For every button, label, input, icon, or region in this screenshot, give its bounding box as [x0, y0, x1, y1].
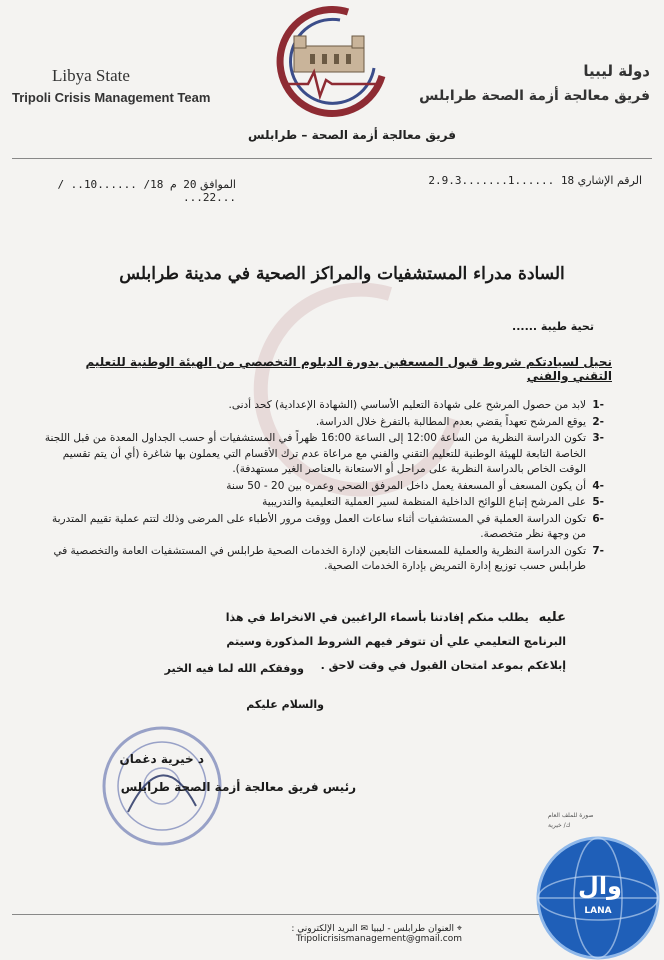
- arabic-team-name: فريق معالجة أزمة الصحة طرابلس: [419, 88, 650, 104]
- list-item: -6 تكون الدراسة العملية في المستشفيات أثناء ساعات العمل ووقت مرور الأطباء على المرضى وذلك لتتم عملية تقييم المتدربة من وجهة نظر متخصصة.: [52, 512, 604, 540]
- arabic-state-name: دولة ليبيا: [583, 62, 650, 80]
- email-address[interactable]: Tripolicrisismanagement@gmail.com: [296, 934, 462, 944]
- reference-label: الرقم الإشاري: [577, 174, 642, 187]
- list-item: -2 يوقع المرشح تعهداً يقضي بعدم المطالبة بالتفرغ خلال الدراسة.: [315, 415, 604, 428]
- salutation-peace: والسلام عليكم: [246, 698, 324, 711]
- date-field: [16, 178, 236, 204]
- reference-value: 18 ......1.......2.9.3: [428, 174, 575, 187]
- closing-lead: عليه: [538, 610, 566, 625]
- list-item: -4 أن يكون المسعف أو المسعفة يعمل داخل المرفق الصحي وعمره بين 20 - 50 سنة: [226, 479, 604, 492]
- closing-text: يطلب منكم إفادتنا بأسماء الراغبين في الانخراط في هذا البرنامج التعليمي علي أن تتوفر فيهم الشروط المذكورة وسيتم إبلاغكم بموعد امتحان القبول في وقت لاحق .: [225, 611, 566, 672]
- conditions-list: [40, 398, 604, 576]
- lana-english-text: LANA: [584, 906, 612, 916]
- header-divider: [12, 158, 652, 159]
- email-label: البريد الإلكتروني :: [291, 924, 358, 934]
- signatory-name: د خيرية دغمان: [119, 752, 204, 766]
- list-item: -7 تكون الدراسة النظرية والعملية للمسعفات التابعين لإدارة الخدمات الصحية طرابلس في المستشفيات العامة والتخصصية في طرابلس حسب توزيع إدارة التمريض بإدارة الخدمات الصحية.: [53, 544, 604, 572]
- greeting: تحية طيبة ......: [512, 320, 594, 333]
- letter-subject: نحيل لسيادتكم شروط قبول المسعفين بدورة الدبلوم التخصصي من الهيئة الوطنية للتعليم التقني والفني: [85, 355, 612, 383]
- address-label: العنوان طرابلس - ليبيا: [370, 924, 455, 934]
- location-pin-icon: ⌖: [456, 924, 462, 934]
- signatory-title: رئيس فريق معالجة أزمة الصحة طرابلس: [120, 780, 356, 794]
- letter-title: السادة مدراء المستشفيات والمراكز الصحية في مدينة طرابلس: [119, 264, 565, 284]
- hospital-castle-logo-icon: [270, 6, 388, 118]
- cc-line: صورة للملف العام: [548, 812, 594, 819]
- reference-number: [428, 174, 642, 187]
- arabic-subtitle: فريق معالجة أزمة الصحة – طرابلس: [247, 128, 457, 142]
- date-label: الموافق: [200, 178, 236, 191]
- list-item: -3 تكون الدراسة النظرية من الساعة 12:00 إلى الساعة 16:00 ظهراً في المستشفيات أو حسب الجداول المعدة من قبل اللجنة الخاصة التابعة للهيئة الوطنية للتعليم التقني والفني مع مراعاة عدم ترك الأقسام التي يعملون بها شاغرة (أي أن يتم تقسيم الوقت الخاص بالدراسة النظرية على مراحل أو الاستعانة بالعناصر الغير مستهدفة).: [44, 432, 604, 475]
- english-team-name: Tripoli Crisis Management Team: [12, 90, 211, 105]
- footer-address: [140, 924, 462, 944]
- list-item: -1 لابد من حصول المرشح على شهادة التعليم الأساسي (الشهادة الإعدادية) كحد أدنى.: [228, 399, 604, 411]
- salutation-blessing: ووفقكم الله لما فيه الخير: [164, 662, 304, 675]
- lana-arabic-text: وال: [578, 872, 622, 900]
- cc-line: ك/ خيرية: [548, 822, 571, 829]
- list-item: -5 على المرشح إتباع اللوائح الداخلية المنظمة لسير العملية التعليمية والتدريبية: [262, 496, 604, 508]
- date-value: 20 م 18/ ......10.. / ...22...: [57, 178, 236, 204]
- envelope-icon: ✉: [360, 924, 369, 934]
- english-state-name: Libya State: [52, 66, 130, 85]
